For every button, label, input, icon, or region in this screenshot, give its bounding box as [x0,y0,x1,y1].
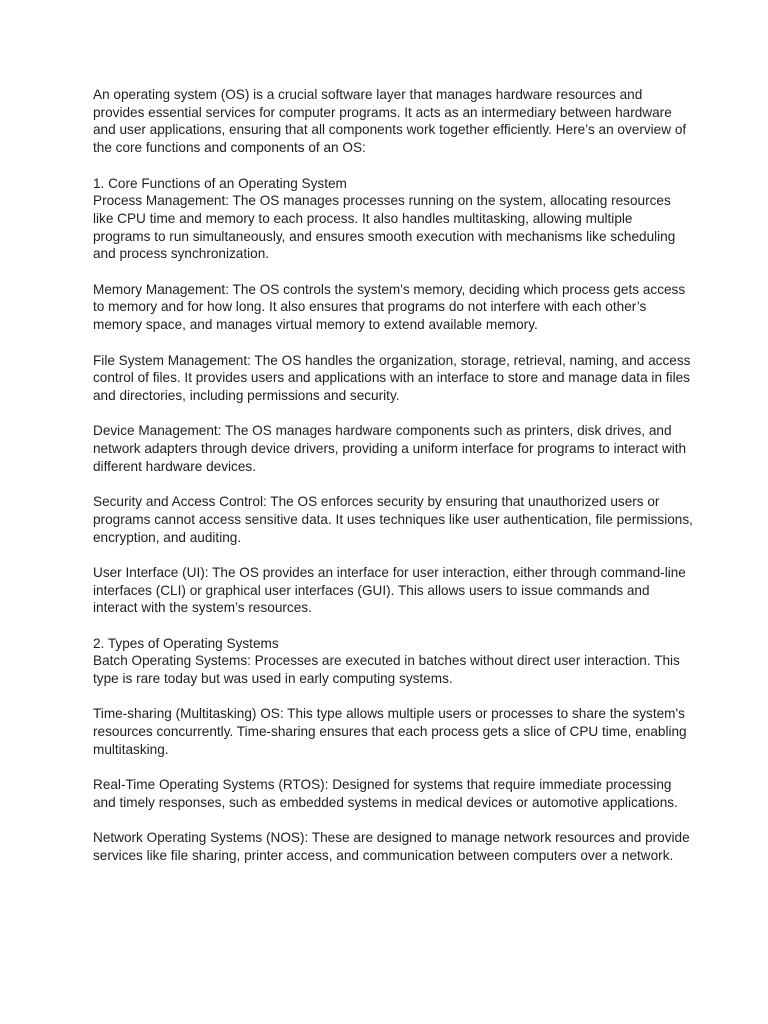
paragraph-memory-management: Memory Management: The OS controls the system's memory, deciding which process gets access to memory and for how long. It also ensures that programs do not interfere with each other’s memory space, and manages virtual memory to extend available memory. [93,281,686,333]
paragraph-security-access-control: Security and Access Control: The OS enforces security by ensuring that unauthorized users or programs cannot access sensitive data. It uses techniques like user authentication, file permissions, encryption, and auditing. [93,494,693,545]
section-os-types [93,635,693,865]
paragraph-network-os: Network Operating Systems (NOS): These are designed to manage network resources and provide services like file sharing, printer access, and communication between computers over a network. [93,830,690,864]
section-heading: 1. Core Functions of an Operating System [93,175,347,191]
paragraph-file-system-management: File System Management: The OS handles the organization, storage, retrieval, naming, and access control of files. It provides users and applications with an interface to store and manage data in files and directories, including permissions and security. [93,352,691,403]
section-heading: 2. Types of Operating Systems [93,635,279,651]
document-body [93,86,693,882]
paragraph-user-interface: User Interface (UI): The OS provides an interface for user interaction, either through command-line interfaces (CLI) or graphical user interfaces (GUI). This allows users to issue commands and interact with the system’s resources. [93,564,686,616]
paragraph-rtos: Real-Time Operating Systems (RTOS): Designed for systems that require immediate processing and timely responses, such as embedded systems in medical devices or automotive applications. [93,777,678,810]
section-core-functions [93,175,693,618]
intro-paragraph: An operating system (OS) is a crucial software layer that manages hardware resources and provides essential services for computer programs. It acts as an intermediary between hardware and user applications, ensuring that all components work together efficiently. Here’s an overview of the core functions and components of an OS: [93,87,687,156]
paragraph-time-sharing-os: Time-sharing (Multitasking) OS: This type allows multiple users or processes to share the system's resources concurrently. Time-sharing ensures that each process gets a slice of CPU time, enabling multitasking. [93,706,687,757]
paragraph-batch-os: Batch Operating Systems: Processes are executed in batches without direct user interaction. This type is rare today but was used in early computing systems. [93,653,680,687]
paragraph-process-management: Process Management: The OS manages processes running on the system, allocating resources like CPU time and memory to each process. It also handles multitasking, allowing multiple programs to run simultaneously, and ensures smooth execution with mechanisms like scheduling and process synchronization. [93,193,676,262]
paragraph-device-management: Device Management: The OS manages hardware components such as printers, disk drives, and network adapters through device drivers, providing a uniform interface for programs to interact with different hardware devices. [93,423,687,474]
